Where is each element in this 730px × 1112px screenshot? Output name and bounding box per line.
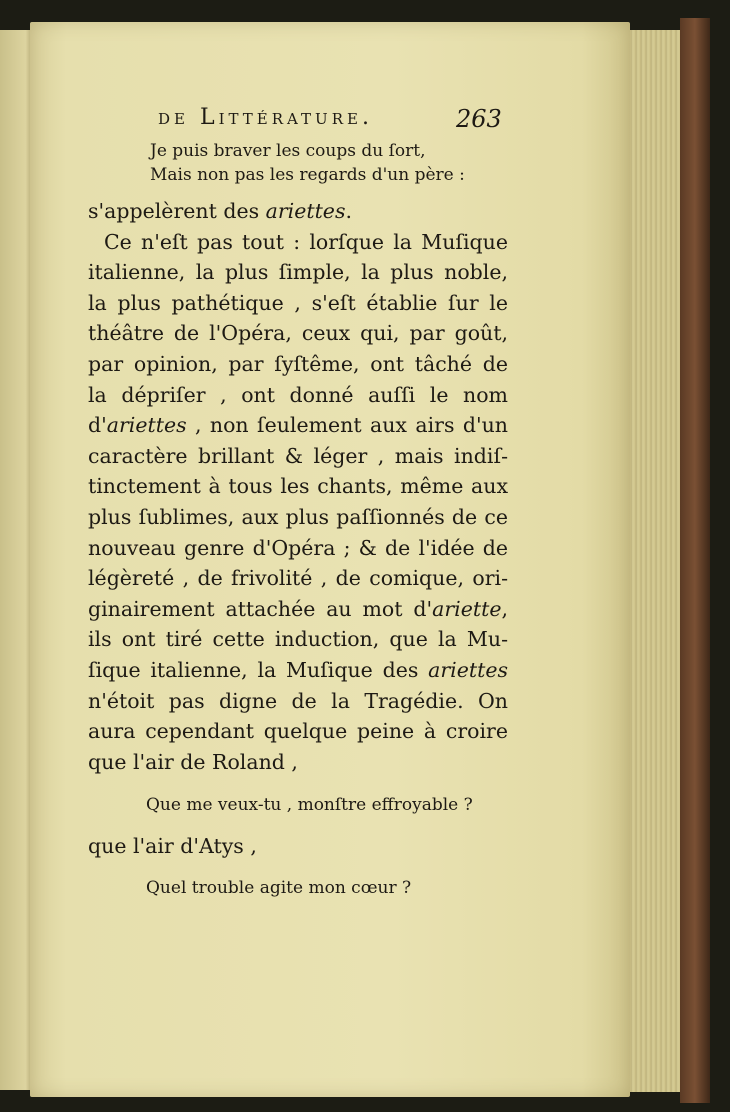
- verse-line: Je puis braver les coups du ſort,: [150, 141, 426, 161]
- text-line: nouveau genre d'Opéra ; & de l'idée de: [88, 535, 508, 560]
- text-line-atys: que l'air d'Atys ,: [88, 834, 257, 859]
- text-line: italienne, la plus ſimple, la plus noble,: [88, 260, 508, 285]
- text-line: la plus pathétique , s'eſt établie ſur le: [88, 290, 508, 315]
- page-edges: [628, 30, 687, 1092]
- paragraph-main: [88, 227, 508, 778]
- page-number: 263: [456, 105, 502, 133]
- verse-line: Mais non pas les regards d'un père :: [150, 165, 465, 185]
- text-line: ginairement attachée au mot d'ariette,: [88, 596, 508, 621]
- text-line: théâtre de l'Opéra, ceux qui, par goût,: [88, 321, 508, 346]
- running-title: de Littérature.: [158, 105, 373, 130]
- verse-quote-roland: Que me veux-tu , monſtre effroyable ?: [146, 795, 473, 816]
- text-line: ils ont tiré cette induction, que la Mu-: [88, 627, 508, 652]
- verse-quote-top: [88, 139, 508, 187]
- verse-quote-atys: Quel trouble agite mon cœur ?: [146, 877, 412, 898]
- text-line: caractère brillant & léger , mais indiſ-: [88, 443, 508, 468]
- text-line: que l'air de Roland ,: [88, 749, 298, 774]
- text-line: d'ariettes , non ſeulement aux airs d'un: [88, 413, 508, 438]
- italic-word: ariettes: [106, 413, 187, 438]
- paragraph-continuation: s'appelèrent des ariettes.: [88, 199, 352, 223]
- book-cover: [680, 18, 710, 1103]
- text-line: tinctement à tous les chants, même aux: [88, 474, 508, 499]
- text-line: la dépriſer , ont donné auſſi le nom: [88, 382, 508, 407]
- text-line: légèreté , de frivolité , de comique, ori-: [88, 566, 508, 591]
- italic-word: ariettes: [265, 199, 346, 223]
- italic-word: ariette: [432, 596, 502, 621]
- facing-page-edge: [0, 30, 33, 1090]
- text-line: n'étoit pas digne de la Tragédie. On: [88, 688, 508, 713]
- running-header: [88, 105, 508, 139]
- italic-word: ariettes: [428, 657, 508, 682]
- text-line: ſique italienne, la Muſique des ariettes: [88, 657, 508, 682]
- text-line: par opinion, par ſyſtême, ont tâché de: [88, 351, 508, 376]
- text-line: plus ſublimes, aux plus paſſionnés de ce: [88, 504, 508, 529]
- text-line: aura cependant quelque peine à croire: [88, 719, 508, 744]
- page-text: [88, 105, 508, 900]
- text-line: Ce n'eſt pas tout : lorſque la Muſique: [104, 229, 508, 254]
